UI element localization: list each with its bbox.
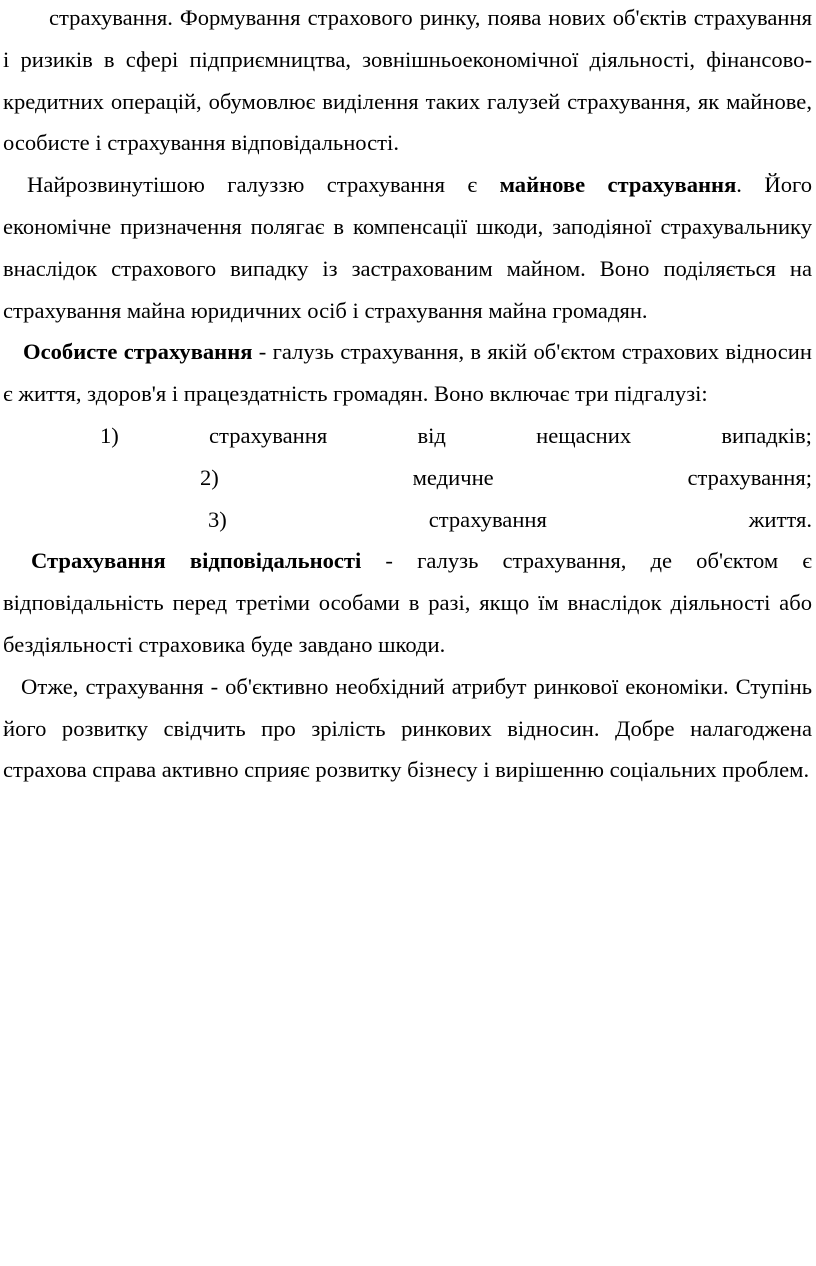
term-liability-insurance: Страхування відповідальності (31, 548, 362, 574)
paragraph-text: страхування. Формування страхового ринку, поява нових об'єктів страхування і ризиків в сфері підприємництва, зовнішньоекономічної діяльності, фінансово-кредитних операцій, обумовлює виділення таких галузей страхування, як майнове, особисте і страхування відповідальності. (3, 5, 812, 156)
list-item-word: страхування (428, 506, 547, 532)
paragraph-text: Отже, страхування - об'єктивно необхідний атрибут ринкової економіки. Ступінь його розвитку свідчить про зрілість ринкових відносин. Добре налагоджена страхова справа активно сприяє розвитку бізнесу і вирішенню соціальних проблем. (3, 673, 812, 783)
list-item-life-insurance (3, 499, 812, 541)
paragraph-property-insurance (3, 164, 812, 331)
list-item-number: 2) (200, 464, 219, 490)
list-item-word: випадків; (721, 422, 812, 448)
paragraph-liability-insurance (3, 540, 812, 665)
paragraph-text: - галузь страхування, де об'єктом є відповідальність перед третіми особами в разі, якщо їм внаслідок діяльності або бездіяльності страховика буде завдано шкоди. (3, 548, 812, 657)
list-item-medical-insurance (3, 457, 812, 499)
list-item-number: 3) (208, 506, 227, 532)
term-property-insurance: майнове страхування (499, 172, 737, 198)
paragraph-insurance-branches (3, 0, 812, 164)
list-item-word: від (417, 422, 446, 448)
document-body (3, 0, 812, 791)
paragraph-text: Найрозвинутішою галуззю страхування є (27, 172, 500, 198)
list-item-word: нещасних (536, 422, 632, 448)
term-personal-insurance: Особисте страхування (23, 339, 253, 365)
list-item-accident-insurance (3, 415, 812, 457)
list-item-number: 1) (100, 422, 119, 448)
paragraph-text: - галузь страхування, в якій об'єктом страхових відносин є життя, здоров'я і працездатність громадян. Воно включає три підгалузі: (3, 339, 812, 407)
paragraph-personal-insurance (3, 331, 812, 415)
list-item-word: медичне (412, 464, 494, 490)
list-item-word: страхування (209, 422, 328, 448)
paragraph-conclusion (3, 666, 812, 791)
list-item-word: страхування; (687, 464, 812, 490)
paragraph-text: . Його економічне призначення полягає в компенсації шкоди, заподіяної страхувальнику внаслідок страхового випадку із застрахованим майном. Воно поділяється на страхування майна юридичних осіб і страхування майна громадян. (3, 172, 812, 323)
list-item-word: життя. (748, 506, 812, 532)
